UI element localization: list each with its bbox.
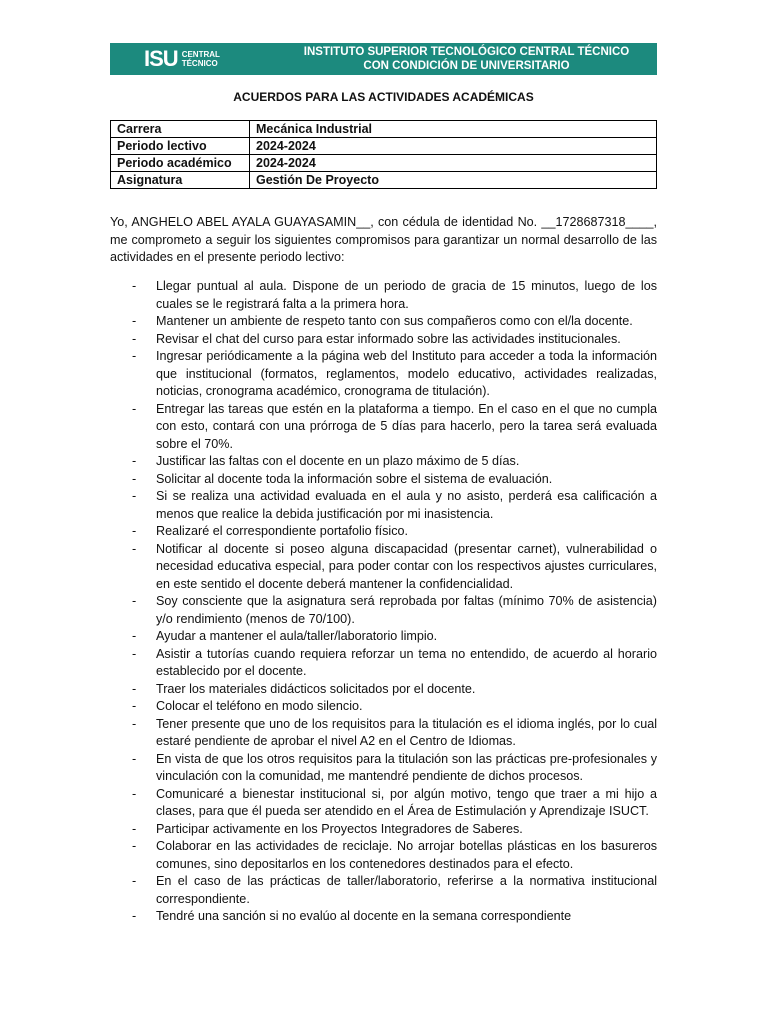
- info-label: Carrera: [111, 121, 250, 138]
- commitment-intro: Yo, ANGHELO ABEL AYALA GUAYASAMIN__, con cédula de identidad No. __1728687318____, me comprometo a seguir los siguientes compromisos para garantizar un normal desarrollo de las actividades en el presente periodo lectivo:: [110, 215, 657, 264]
- list-bullet: -: [132, 471, 137, 486]
- document-title: ACUERDOS PARA LAS ACTIVIDADES ACADÉMICAS: [233, 90, 534, 104]
- list-item-text: Llegar puntual al aula. Dispone de un periodo de gracia de 15 minutos, luego de los cuales se le registrará falta a la primera hora.: [156, 279, 657, 311]
- list-item: [110, 278, 657, 313]
- info-label: Asignatura: [111, 172, 250, 189]
- institution-name: [284, 45, 657, 73]
- list-item: [110, 908, 657, 926]
- list-bullet: -: [132, 646, 137, 661]
- info-label: Periodo académico: [111, 155, 250, 172]
- list-item: [110, 786, 657, 821]
- list-item-text: Ingresar periódicamente a la página web del Instituto para acceder a toda la información que institucional (formatos, reglamentos, modelo educativo, actividades realizadas, noticias, cronograma académico, cronograma de titulación).: [156, 349, 657, 398]
- list-bullet: -: [132, 524, 137, 538]
- info-value: 2024-2024: [250, 138, 657, 155]
- list-item: [110, 716, 657, 751]
- list-bullet: -: [132, 909, 137, 923]
- logo-mark: ISU: [144, 46, 178, 71]
- list-bullet: -: [132, 349, 137, 363]
- list-item-text: Traer los materiales didácticos solicitados por el docente.: [156, 681, 476, 696]
- list-item: [110, 488, 657, 523]
- list-item-text: Participar activamente en los Proyectos Integradores de Saberes.: [156, 821, 523, 836]
- list-bullet: -: [132, 489, 137, 503]
- list-item: [110, 348, 657, 401]
- header-banner: [110, 43, 657, 75]
- list-item: [110, 453, 657, 471]
- list-item-text: Entregar las tareas que estén en la plataforma a tiempo. En el caso en el que no cumpla con esto, contará con una prórroga de 5 días para hacerlo, pero la tarea será evaluada sobre el 70%.: [156, 401, 657, 451]
- list-item-text: Ayudar a mantener el aula/taller/laboratorio limpio.: [156, 629, 438, 643]
- list-item-text: Colocar el teléfono en modo silencio.: [156, 699, 363, 713]
- list-item-text: Revisar el chat del curso para estar informado sobre las actividades institucionales.: [156, 331, 621, 346]
- list-item: [110, 523, 657, 541]
- list-bullet: -: [132, 839, 137, 853]
- list-bullet: -: [132, 716, 137, 731]
- info-row-periodo-academico: [111, 155, 657, 172]
- list-bullet: -: [132, 874, 137, 888]
- institution-line-2: CON CONDICIÓN DE UNIVERSITARIO: [363, 60, 570, 72]
- list-item: [110, 628, 657, 646]
- list-bullet: -: [132, 454, 137, 468]
- list-item-text: Tener presente que uno de los requisitos para la titulación es el idioma inglés, por lo cual estaré pendiente de aprobar el nivel A2 en el Centro de Idiomas.: [156, 716, 657, 748]
- list-item: [110, 821, 657, 839]
- institution-line-1: INSTITUTO SUPERIOR TECNOLÓGICO CENTRAL TÉCNICO: [303, 46, 630, 58]
- list-bullet: -: [132, 594, 137, 608]
- list-bullet: -: [132, 541, 137, 556]
- list-item-text: Mantener un ambiente de respeto tanto con sus compañeros como con el/la docente.: [156, 314, 633, 328]
- info-label: Periodo lectivo: [111, 138, 250, 155]
- list-item: [110, 646, 657, 681]
- list-item-text: Si se realiza una actividad evaluada en el aula y no asisto, perderá esa calificación a menos que realice la debida justificación por mi inasistencia.: [156, 489, 657, 521]
- list-item: [110, 401, 657, 454]
- list-bullet: -: [132, 279, 137, 293]
- list-item: [110, 541, 657, 594]
- list-item-text: Justificar las faltas con el docente en un plazo máximo de 5 días.: [156, 454, 520, 468]
- list-item: [110, 873, 657, 908]
- list-bullet: -: [132, 751, 137, 766]
- info-value: Mecánica Industrial: [250, 121, 657, 138]
- list-bullet: -: [132, 786, 137, 801]
- list-item-text: Realizaré el correspondiente portafolio físico.: [156, 524, 409, 538]
- list-item: [110, 471, 657, 489]
- list-bullet: -: [132, 821, 137, 836]
- list-bullet: -: [132, 314, 137, 328]
- info-row-carrera: [111, 121, 657, 138]
- list-item-text: En el caso de las prácticas de taller/laboratorio, referirse a la normativa institucional correspondiente.: [156, 874, 657, 906]
- logo-line-1: CENTRAL: [181, 50, 220, 59]
- list-item: [110, 331, 657, 349]
- list-item-text: Soy consciente que la asignatura será reprobada por faltas (mínimo 70% de asistencia) y/o rendimiento (menos de 70/100).: [156, 594, 657, 626]
- list-item-text: Colaborar en las actividades de reciclaje. No arrojar botellas plásticas en los basureros comunes, sino depositarlos en los contenedores destinados para el efecto.: [156, 839, 657, 871]
- list-item: [110, 698, 657, 716]
- list-item: [110, 313, 657, 331]
- list-item: [110, 751, 657, 786]
- list-bullet: -: [132, 331, 137, 346]
- list-bullet: -: [132, 681, 137, 696]
- list-item: [110, 593, 657, 628]
- list-bullet: -: [132, 699, 137, 713]
- course-info-table: [110, 120, 657, 189]
- logo-line-2: TÉCNICO: [181, 59, 218, 68]
- list-item-text: Comunicaré a bienestar institucional si, por algún motivo, tengo que traer a mi hijo a clases, para que él pueda ser atendido en el Área de Estimulación y Aprendizaje ISUCT.: [156, 786, 657, 818]
- list-item: [110, 681, 657, 699]
- list-item-text: Solicitar al docente toda la información sobre el sistema de evaluación.: [156, 471, 553, 486]
- info-row-asignatura: [111, 172, 657, 189]
- list-item-text: En vista de que los otros requisitos para la titulación son las prácticas pre-profesionales y vinculación con la comunidad, me mantendré pendiente de dichos procesos.: [156, 751, 657, 783]
- list-bullet: -: [132, 629, 137, 643]
- info-value: Gestión De Proyecto: [250, 172, 657, 189]
- logo-subtext: [182, 50, 220, 68]
- commitment-list: [110, 278, 657, 926]
- list-item-text: Notificar al docente si poseo alguna discapacidad (presentar carnet), vulnerabilidad o necesidad educativa especial, para poder contar con los respectivos ajustes curriculares, en este sentido el docente deberá mantener la confidencialidad.: [156, 541, 657, 591]
- list-item-text: Asistir a tutorías cuando requiera reforzar un tema no entendido, de acuerdo al horario establecido por el docente.: [156, 646, 657, 678]
- institution-logo: [110, 48, 284, 70]
- info-row-periodo-lectivo: [111, 138, 657, 155]
- list-bullet: -: [132, 401, 137, 416]
- info-value: 2024-2024: [250, 155, 657, 172]
- list-item: [110, 838, 657, 873]
- list-item-text: Tendré una sanción si no evalúo al docente en la semana correspondiente: [156, 909, 572, 923]
